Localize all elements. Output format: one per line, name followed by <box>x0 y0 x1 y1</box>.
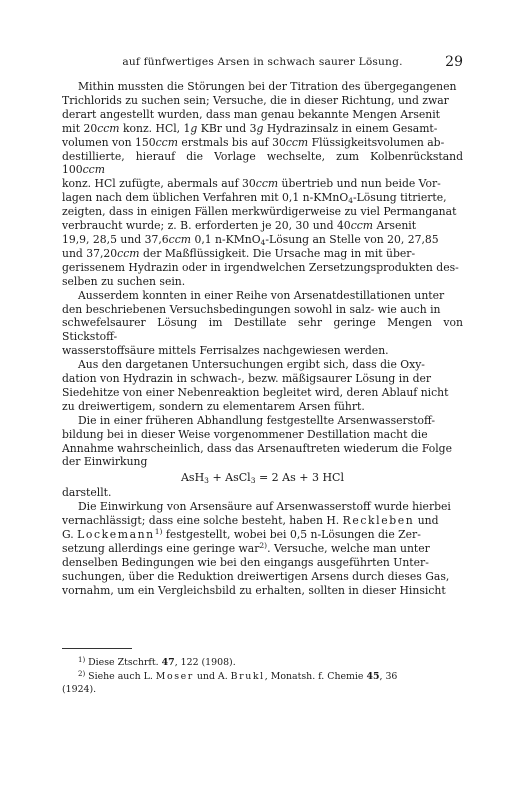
volume-number: 45 <box>366 671 380 682</box>
text-line: der Einwirkung <box>62 455 148 469</box>
author-name: Lockemann <box>77 528 155 542</box>
text-line: Annahme wahrscheinlich, dass das Arsenauftreten wiederum die Folge <box>62 441 452 455</box>
footnotes <box>62 656 463 697</box>
text-line: und 37,20 <box>62 246 118 260</box>
text-line: schwefelsaurer Lösung im Destillate sehr geringe Mengen von Stickstoff- <box>62 316 463 344</box>
text-line: destillierte, hierauf die Vorlage wechselte, zum Kolbenrückstand 100 <box>62 149 463 177</box>
text-line: suchungen, über die Reduktion dreiwertigen Arsens durch dieses Gas, <box>62 569 450 583</box>
body-text <box>62 80 463 598</box>
paragraph-4 <box>62 414 463 470</box>
text-line: zu dreiwertigem, sondern zu elementarem Arsen führt. <box>62 399 365 413</box>
unit: ccm <box>350 219 374 233</box>
text-line: -Lösung titrierte, <box>352 191 447 205</box>
text-line: den beschriebenen Versuchsbedingungen sowohl in salz- wie auch in <box>62 302 441 316</box>
text-line: zeigten, dass in einigen Fällen merkwürdigerweise zu viel Permanganat <box>62 205 457 219</box>
text-line: wasserstoffsäure mittels Ferrisalzes nachgewiesen werden. <box>62 344 389 358</box>
subscript: 3 <box>204 476 209 486</box>
running-title: auf fünfwertiges Arsen in schwach saurer Lösung. <box>122 56 403 68</box>
text-line: übertrieb und nun beide Vor- <box>278 177 441 191</box>
unit: ccm <box>155 135 178 149</box>
unit: ccm <box>168 232 192 246</box>
text-line: Die Einwirkung von Arsensäure auf Arsenwasserstoff wurde hierbei <box>78 500 451 514</box>
text-line: konz. HCl, 1 <box>119 121 191 135</box>
footnote-marker: 2) <box>78 670 86 678</box>
text-line: Ausserdem konnten in einer Reihe von Arsenatdestillationen unter <box>78 288 445 302</box>
subscript: 3 <box>250 476 256 486</box>
text-line: 0,1 n-KMnO <box>191 232 261 246</box>
text-line: lagen nach dem üblichen Verfahren mit 0,1 n-KMnO <box>62 191 349 205</box>
text-line: Siedehitze von einer Nebenreaktion begleitet wird, deren Ablauf nicht <box>62 385 449 399</box>
footnote-divider <box>62 648 132 649</box>
text-line: Die in einer früheren Abhandlung festgestellte Arsenwasserstoff- <box>78 413 435 427</box>
page-number: 29 <box>445 54 463 70</box>
text-line: selben zu suchen sein. <box>62 274 186 288</box>
unit: ccm <box>117 246 140 260</box>
text-line: Mithin mussten die Störungen bei der Titration des übergegangenen <box>78 80 457 93</box>
subscript: 4 <box>348 196 353 206</box>
volume-number: 47 <box>161 657 175 668</box>
unit: ccm <box>97 121 120 135</box>
footnote-2: $^{2)}$ Siehe auch L. Moser und A. Brukl, Monatsh. f. Chemie 45, 36 (1924). <box>62 670 398 695</box>
text-line: dation von Hydrazin in schwach-, bezw. mäßigsaurer Lösung in der <box>62 372 432 386</box>
paragraph-2 <box>62 289 463 359</box>
text-line: volumen von 150 <box>62 135 156 149</box>
text-line: der Maßflüssigkeit. Die Ursache mag in mit über- <box>139 246 416 260</box>
text-line: Arsenit <box>373 219 417 233</box>
text-line: verbraucht wurde; z. B. erforderten je 20, 30 und 40 <box>62 219 351 233</box>
text-line: vornahm, um ein Vergleichsbild zu erhalten, sollten in dieser Hinsicht <box>62 583 446 597</box>
text-line: bildung bei in dieser Weise vorgenommener Destillation macht die <box>62 427 428 441</box>
unit: ccm <box>255 177 279 191</box>
paragraph-6: Die Einwirkung von Arsensäure auf Arsenwasserstoff wurde hierbei vernachlässigt; dass eine solche besteht, haben H. Reckleben und G. Lockemann$^{1)}$ festgestellt, wobei bei 0,5 n-Lösungen die Zer- setzung allerdings eine geringe war$^{2)}$. Versuche, welche man unter denselben Bedingungen wie bei den eingangs ausgeführten Unter- suchungen, über die Reduktion dreiwertigen Arsens durch dieses Gas, vornahm, um ein Vergleichsbild zu erhalten, sollten in dieser Hinsicht <box>62 500 451 597</box>
unit: g <box>190 121 198 135</box>
text-line: gerissenem Hydrazin oder in irgendwelchen Zersetzungsprodukten des- <box>62 260 459 274</box>
author-name: Moser <box>155 671 194 682</box>
unit: ccm <box>82 163 105 177</box>
text-line: denselben Bedingungen wie bei den eingangs ausgeführten Unter- <box>62 555 429 569</box>
paragraph-1 <box>62 80 463 289</box>
text-line: derart angestellt wurden, dass man genau bekannte Mengen Arsenit <box>62 107 441 121</box>
text-line: KBr und 3 <box>197 121 257 135</box>
text-line: darstellt. <box>62 486 112 500</box>
footnote-marker: 1) <box>78 656 86 664</box>
author-name: Brukl <box>230 671 265 682</box>
text-line: erstmals bis auf 30 <box>177 135 286 149</box>
footnote-1: $^{1)}$ Diese Ztschrft. 47, 122 (1908). <box>78 656 236 668</box>
text-line: Hydrazinsalz in einem Gesamt- <box>263 121 438 135</box>
text-line: konz. HCl zufügte, abermals auf 30 <box>62 177 256 191</box>
unit: ccm <box>285 135 309 149</box>
text-line: Flüssigkeitsvolumen ab- <box>308 135 445 149</box>
chemical-equation: AsH$_3$ + AsCl$_3$ = 2 As + 3 HCl <box>180 471 344 486</box>
paragraph-3 <box>62 358 463 414</box>
subscript: 4 <box>260 237 266 247</box>
text-line: -Lösung an Stelle von 20, 27,85 <box>265 232 439 246</box>
text-line: Trichlorids zu suchen sein; Versuche, die in dieser Richtung, und zwar <box>62 93 449 107</box>
paragraph-5 <box>62 486 463 500</box>
running-header <box>62 56 463 72</box>
text-line: Aus den dargetanen Untersuchungen ergibt sich, dass die Oxy- <box>78 358 425 372</box>
text-line: 19,9, 28,5 und 37,6 <box>62 232 169 246</box>
author-name: Reckleben <box>342 514 415 528</box>
unit: g <box>256 121 264 135</box>
text-line: mit 20 <box>62 121 98 135</box>
text-line: vernachlässigt; dass eine solche besteht, haben H. <box>62 514 343 528</box>
footnote-ref[interactable]: 1) <box>154 527 163 537</box>
footnote-ref[interactable]: 2) <box>259 541 268 550</box>
